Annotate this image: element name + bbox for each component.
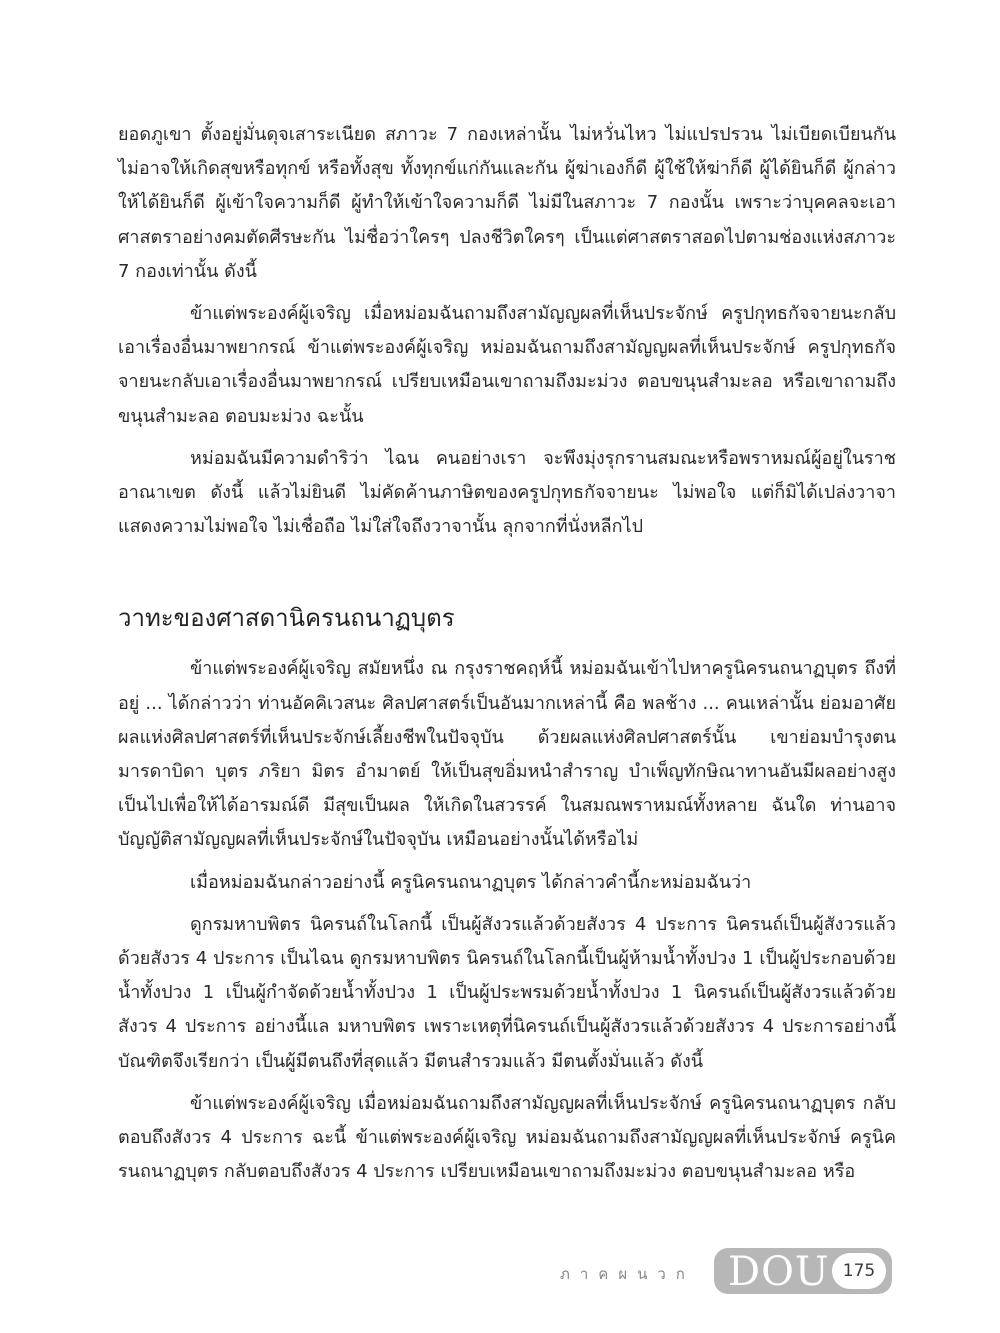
page-footer [560, 1248, 900, 1296]
paragraph-king-departure: หม่อมฉันมีความดำริว่า ไฉน คนอย่างเรา จะพึงมุ่งรุกรานสมณะหรือพราหมณ์ผู้อยู่ในราชอาณาเขต ดังนี้ แล้วไม่ยินดี ไม่คัดค้านภาษิตของครูปกุทธกัจจายนะ ไม่พอใจ แต่ก็มิได้เปล่งวาจา แสดงความไม่พอใจ ไม่เชื่อถือ ไม่ใส่ใจถึงวาจานั้น ลุกจากที่นั่งหลีกไป [118, 447, 896, 538]
paragraph-continuation: ยอดภูเขา ตั้งอยู่มั่นดุจเสาระเนียด สภาวะ 7 กองเหล่านั้น ไม่หวั่นไหว ไม่แปรปรวน ไม่เบียดเบียนกัน ไม่อาจให้เกิดสุขหรือทุกข์ หรือทั้งสุข ทั้งทุกข์แก่กันและกัน ผู้ฆ่าเองก็ดี ผู้ใช้ให้ฆ่าก็ดี ผู้ได้ยินก็ดี ผู้กล่าวให้ได้ยินก็ดี ผู้เข้าใจความก็ดี ผู้ทำให้เข้าใจความก็ดี ไม่มีในสภาวะ 7 กองนั้น เพราะว่าบุคคลจะเอาศาสตราอย่างคมตัดศีรษะกัน ไม่ชื่อว่าใครๆ ปลงชีวิตใครๆ เป็นแต่ศาสตราสอดไปตามช่องแห่งสภาวะ 7 กองเท่านั้น ดังนี้ [118, 124, 896, 282]
dou-logo: DOU [728, 1249, 830, 1295]
page-number: 175 [832, 1253, 886, 1289]
page-body [118, 118, 896, 1189]
paragraph-four-restraints: ดูกรมหาบพิตร นิครนถ์ในโลกนี้ เป็นผู้สังวรแล้วด้วยสังวร 4 ประการ นิครนถ์เป็นผู้สังวรแล้วด้วยสังวร 4 ประการ เป็นไฉน ดูกรมหาบพิตร นิครนถ์ในโลกนี้เป็นผู้ห้ามน้ำทั้งปวง 1 เป็นผู้ประกอบด้วยน้ำทั้งปวง 1 เป็นผู้กำจัดด้วยน้ำทั้งปวง 1 เป็นผู้ประพรมด้วยน้ำทั้งปวง 1 นิครนถ์เป็นผู้สังวรแล้วด้วยสังวร 4 ประการ อย่างนี้แล มหาบพิตร เพราะเหตุที่นิครนถ์เป็นผู้สังวรแล้วด้วยสังวร 4 ประการอย่างนี้ บัณฑิตจึงเรียกว่า เป็นผู้มีตนถึงที่สุดแล้ว มีตนสำรวมแล้ว มีตนตั้งมั่นแล้ว ดังนี้ [118, 913, 896, 1072]
paragraph-nigantha-reply-intro: เมื่อหม่อมฉันกล่าวอย่างนี้ ครูนิครนถนาฏบุตร ได้กล่าวคำนี้กะหม่อมฉันว่า [190, 871, 752, 893]
dou-badge [714, 1248, 892, 1294]
footer-section-label: ภาคผนวก [560, 1265, 695, 1283]
section-heading: วาทะของศาสดานิครนถนาฏบุตร [118, 604, 455, 633]
paragraph-visit-nigantha: ข้าแต่พระองค์ผู้เจริญ สมัยหนึ่ง ณ กรุงราชคฤห์นี้ หม่อมฉันเข้าไปหาครูนิครนถนาฏบุตร ถึงที่อยู่ ... ได้กล่าวว่า ท่านอัคคิเวสนะ ศิลปศาสตร์เป็นอันมากเหล่านี้ คือ พลช้าง ... คนเหล่านั้น ย่อมอาศัยผลแห่งศิลปศาสตร์ที่เห็นประจักษ์เลี้ยงชีพในปัจจุบัน ด้วยผลแห่งศิลปศาสตร์นั้น เขาย่อมบำรุงตน มารดาบิดา บุตร ภริยา มิตร อำมาตย์ ให้เป็นสุขอิ่มหนำสำราญ บำเพ็ญทักษิณาทานอันมีผลอย่างสูง เป็นไปเพื่อให้ได้อารมณ์ดี มีสุขเป็นผล ให้เกิดในสวรรค์ ในสมณพราหมณ์ทั้งหลาย ฉันใด ท่านอาจบัญญัติสามัญญผลที่เห็นประจักษ์ในปัจจุบัน เหมือนอย่างนั้นได้หรือไม่ [118, 658, 896, 851]
paragraph-king-comparison: ข้าแต่พระองค์ผู้เจริญ เมื่อหม่อมฉันถามถึงสามัญญผลที่เห็นประจักษ์ ครูนิครนถนาฏบุตร กลับตอบถึงสังวร 4 ประการ ฉะนี้ ข้าแต่พระองค์ผู้เจริญ หม่อมฉันถามถึงสามัญญผลที่เห็นประจักษ์ ครูนิครนถนาฏบุตร กลับตอบถึงสังวร 4 ประการ เปรียบเหมือนเขาถามถึงมะม่วง ตอบขนุนสำมะลอ หรือ [118, 1092, 896, 1183]
paragraph-pakudha-response: ข้าแต่พระองค์ผู้เจริญ เมื่อหม่อมฉันถามถึงสามัญญผลที่เห็นประจักษ์ ครูปกุทธกัจจายนะกลับเอาเรื่องอื่นมาพยากรณ์ ข้าแต่พระองค์ผู้เจริญ หม่อมฉันถามถึงสามัญญผลที่เห็นประจักษ์ ครูปกุทธกัจจายนะกลับเอาเรื่องอื่นมาพยากรณ์ เปรียบเหมือนเขาถามถึงมะม่วง ตอบขนุนสำมะลอ หรือเขาถามถึงขนุนสำมะลอ ตอบมะม่วง ฉะนั้น [118, 303, 896, 427]
